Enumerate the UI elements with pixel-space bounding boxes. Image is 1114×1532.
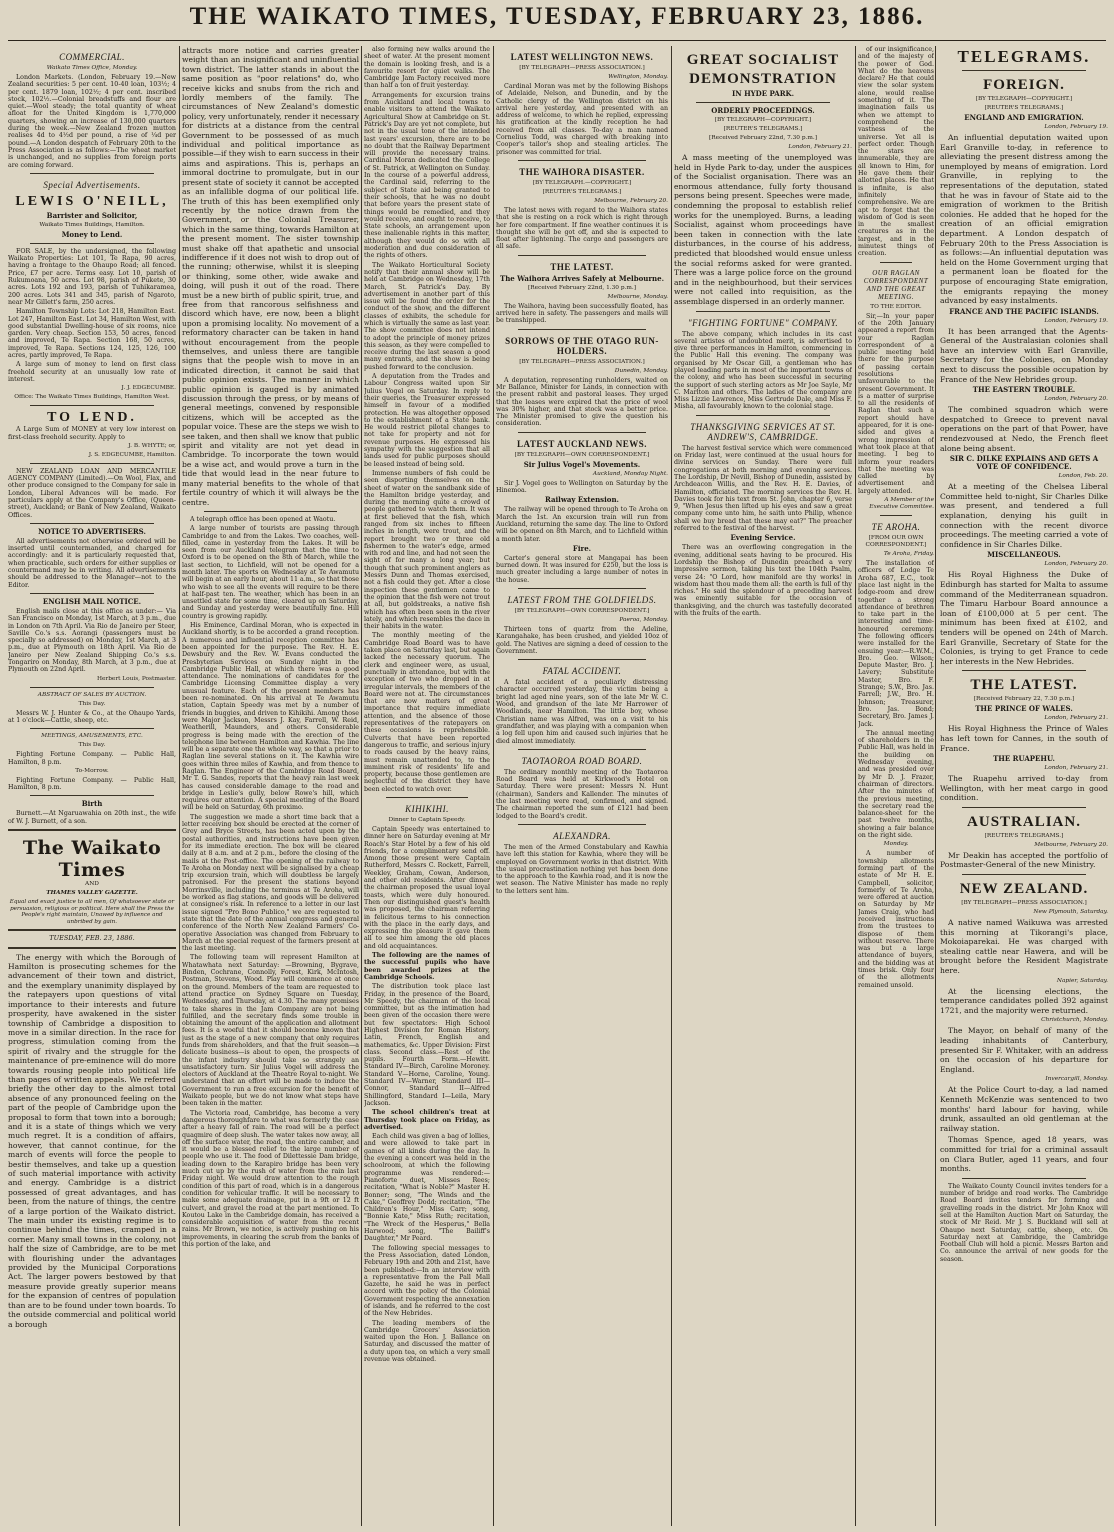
issue-date: TUESDAY, FEB. 23, 1886. bbox=[49, 934, 135, 943]
divider bbox=[880, 515, 912, 516]
eastern-heading: THE EASTERN TROUBLE. bbox=[972, 385, 1076, 395]
divider bbox=[962, 1178, 1086, 1179]
nz-text-1: A native named Waikuwa was arrested this morning at Tikorangi's place, Mokoiaparekai. He was charged with stealing cattle near Hawera, and will be brought before the Resident Magistrate here. bbox=[940, 918, 1108, 976]
monday-text: A number of township allotments forming part of the estate of Mr H. E. Campbell, solicitor, formerly of Te Aroha, were offered at auction on Saturday by Mr James Craig, who had received instructions from the trustees to dispose of them without reserve. There was but a large attendance of buyers, and the bidding was at times brisk. Only four of the allotments remained unsold. bbox=[858, 850, 934, 989]
fire-heading: Fire. bbox=[572, 543, 592, 553]
news-items-e: Immense numbers of fish could be seen disporting themselves on the sheet of water on the sandbank side of the Hamilton bridge yesterday, and during the morning quite a crowd of people gathered to watch them. It was at first believed that the fish, which ranged from six inches to fifteen inches in length, were trout, and the report brought two or three old fishermen to the water's edge, armed with rod and line, and had not seen the sight of for many a long year; but though that such prominent anglers as Messrs Dunn and Thomas exercised, not a fish could they get. After a close inspection these gentlemen came to the opinion that the fish were not trout at all, but goldstreaks, a native fish which has often been seen in the river lately, and which resembles the dace in their habits in the water. bbox=[364, 469, 490, 631]
auckland-sub: [BY TELEGRAPH—OWN CORRESPONDENT.] bbox=[514, 451, 650, 458]
nz-date-4: Invercargill, Monday. bbox=[1045, 1076, 1108, 1083]
oneill-title: Barrister and Solicitor, bbox=[46, 210, 138, 220]
demonstration-sub-2: [BY TELEGRAPH—COPYRIGHT.] bbox=[714, 117, 812, 123]
demonstration-sub: ORDERLY PROCEEDINGS. bbox=[711, 106, 815, 115]
commercial-heading: COMMERCIAL. bbox=[59, 52, 125, 62]
divider bbox=[696, 102, 830, 103]
divider bbox=[204, 511, 337, 512]
mail-signature: Herbert Louis, Postmaster. bbox=[96, 675, 176, 682]
grocers-text: The leading members of the Cambridge Grocers' Association waited upon the Hon. J. Ballance on Saturday, and discussed the matter of a duty upon tea, on which a very small revenue was obtained. bbox=[364, 1319, 490, 1364]
meetings-text-1: Fighting Fortune Company. — Public Hall, Hamilton, 8 p.m. bbox=[8, 751, 176, 766]
misc-text: His Royal Highness the Duke of Edinburgh has started for Malta to assume command of the Mediterranean squadron. The Timaru Harbour Board announce a loan of £100,000 at 5 per cent. The minimum has been fixed at £102, and tenders will be opened on 24th of March. Earl Granville, Secretary of State for the Colonies, is trying to get France to cede her interests in the New Hebrides. bbox=[940, 570, 1108, 666]
treat-heading: The school children's treat at Thursday took place on Friday, as advertised. bbox=[364, 1109, 490, 1131]
railway-heading: Railway Extension. bbox=[545, 495, 619, 505]
divider bbox=[30, 795, 154, 796]
divider bbox=[30, 523, 154, 524]
prizes-text: The distribution took place last Friday, in the presence of the Board, Mr Speedy, the chairman of the local committee, but as the intimation had been given of the occasion there were but few spectators: High School Highest Division for Roman History, Latin, French, English and mathematics, &c. Upper Division: First class. Second class.—Rest of the pupils. Fourth Form.—Hewitt. Standard IV—Birch, Caroline Moroney. Standard V—Horne, Caroline, Young. Standard IV—Warner, Standard III—Connor, Standard II—Alfred Shillingford, Standard I—Leila, Mary Jackson. bbox=[364, 983, 490, 1107]
france-text: It has been arranged that the Agents-General of the Australasian colonies shall have an interview with Earl Granville, Secretary for the Colonies, on Monday next to discuss the possible occupation by France of the New Hebrides group. bbox=[940, 326, 1108, 384]
divider bbox=[518, 160, 646, 161]
divider bbox=[518, 255, 646, 256]
prince-text: His Royal Highness the Prince of Wales has left town for Cannes, in the south of France. bbox=[940, 724, 1108, 753]
goldfields-text: Thirteen tons of quartz from the Adeline, Karangahake, has been crushed, and yielded 10oz of gold. The Natives are signing a deed of cession to the Government. bbox=[496, 625, 668, 655]
divider bbox=[696, 311, 830, 312]
nz-date-3: Christchurch, Monday. bbox=[1041, 1017, 1108, 1024]
prince-date: London, February 21. bbox=[1044, 715, 1108, 722]
otago-date: Dunedin, Monday. bbox=[614, 367, 668, 374]
raglan-text: Sir,—In your paper of the 20th January appeared a report from your Raglan correspondent of a public meeting held there for the purpose of passing certain resolutions unfavourable to the present Government. It is a matter of surprise to all the residents of Raglan that such a report should have appeared, for it is one-sided and gives a wrong impression of what took place at that meeting. I beg to inform your readers that the meeting was called by advertisement and largely attended. bbox=[858, 312, 934, 495]
paper-nameplate: The Waikato Times bbox=[22, 837, 162, 881]
for-sale-note: A large sum of money to lend on first class freehold security at an unusually low rate of interest. bbox=[8, 361, 176, 383]
demonstration-text: A mass meeting of the unemployed was held in Hyde Park to-day, under the auspices of the Socialist organisation. There was an enormous attendance, fully forty thousand persons being present. Speeches were made, condemning the proposal to establish relief works for the unemployed. Burns, a leading Socialist, against whom proceedings have been taken in connection with the late disturbances, in the course of his address, predicted that bloodshed would ensue unless the social reforms asked for were granted. There was a large police force on the ground and in the neighbourhood, but their services were not called into requisition, as the assemblage dispersed in an orderly manner. bbox=[674, 153, 852, 306]
special-ads-heading: Special Advertisements. bbox=[43, 179, 141, 190]
monday-heading: Monday. bbox=[883, 841, 909, 848]
divider bbox=[30, 173, 154, 174]
column-separator bbox=[935, 46, 936, 1526]
divider bbox=[962, 807, 1086, 808]
new-zealand-heading: NEW ZEALAND. bbox=[959, 881, 1089, 898]
nz-loan-text: NEW ZEALAND LOAN AND MERCANTILE AGENCY COMPANY (Limited).—On Wool, Flax, and other produce consigned to the Company for sale in London, Liberal Advances will be made. For particulars apply at the Company's Office, (Queen-street), Auckland; or Bank of New Zealand, Waikato Offices. bbox=[8, 467, 176, 519]
eastern-date: London, February 20. bbox=[1044, 396, 1108, 403]
divider bbox=[962, 670, 1086, 671]
mail-text: English mails close at this office as under:— Via San Francisco on Monday, 1st March, at 3 p.m., due in London on 7th April. Via Rio de Janeiro per Steer, Saville Co.'s s.s. Aorangi (passengers must be specially so addressed) on Monday, 1st March, at 3 p.m., due at Plymouth on 18th April. Via Rio de Janeiro per New Zealand Shipping Co.'s s.s. Tongariro on Monday, 8th March, at 3 p.m., due at Plymouth on 22nd April. bbox=[8, 607, 176, 674]
meetings-heading: MEETINGS, AMUSEMENTS, ETC. bbox=[41, 733, 143, 740]
raglan-to-editor: TO THE EDITOR. bbox=[870, 303, 922, 310]
masthead bbox=[0, 0, 1114, 40]
masthead-rule bbox=[8, 40, 1106, 41]
divider bbox=[518, 588, 646, 589]
meetings-day: This Day. bbox=[78, 742, 106, 749]
dilke-text: At a meeting of the Chelsea Liberal Committee held to-night, Sir Charles Dilke was present, and tendered a full explanation, denying his guilt in connection with the recent divorce proceedings. The meeting carried a vote of confidence in Sir Charles Dilke. bbox=[940, 482, 1108, 549]
to-lend-text: A Large Sum of MONEY at very low interest on first-class freehold security. Apply to bbox=[8, 426, 176, 441]
thanksgiving-text: The harvest festival service which were commenced on Friday last, were continued at the usual hours for divine services on Sunday. There were full congregations at both morning and evening services. The Lordship, Dr Nevill, Bishop of Dunedin, assisted by Archdeacon Willis, and the Rev. H. E. Davies, of Hamilton, officiated. The morning services the Rev. H. Davies took for his text from St. John, chapter 6, verse 9, "When Jesus then lifted up his eyes and saw a great company come unto him, he saith unto Philip, whence shall we buy bread that these may eat?" The preacher referred to the festival of the harvest. bbox=[674, 444, 852, 533]
nz-text-2: At the licensing elections, the temperance candidates polled 392 against 1721, and the majority were returned. bbox=[940, 986, 1108, 1015]
divider bbox=[30, 593, 154, 594]
latest-heading: THE LATEST. bbox=[550, 261, 614, 272]
fatal-text: A fatal accident of a peculiarly distressing character occurred yesterday, the victim being a bright lad aged nine years, son of the late Mr W. C. Wood, and grandson of the late Mr Harrower of Woodlands, near Hamilton. The little boy, whose Christian name was Alfred, was on a visit to his grandfather, and was playing with a companion when a log fell upon him and caused such injuries that he died almost immediately. bbox=[496, 679, 668, 745]
te-aroha-date: Te Aroha, Friday. bbox=[883, 551, 934, 558]
foreign-credit: [REUTER'S TELEGRAMS.] bbox=[984, 105, 1064, 111]
australian-heading: AUSTRALIAN. bbox=[967, 813, 1081, 830]
for-sale-text: FOR SALE, by the undersigned, the following Waikato Properties: Lot 101, Te Rapa, 90 acres, having a frontage to the Ohaupo Road; all fenced. Price, £7 per acre. Terms easy. Lot 10, parish of Rukumoana, 50 acres. Lot 98, parish of Pukete, 30 acres. Lots 192 and 193, parish of Tuhikaramea, 200 acres. Lots 341 and 345, parish of Ngaroto, near Mr Gillett's farm, 250 acres. bbox=[8, 247, 176, 306]
to-lend-heading: TO LEND. bbox=[47, 410, 137, 426]
treat-text: Each child was given a bag of lollies, and were allowed to take part in games of all kinds during the day. In the evening a concert was held in the schoolroom, at which the following programme was rendered:— Pianoforte duet, Misses Rees; recitation, "What is Noble?" Master H. Bonner; song, "The Winds and the Cake," Geoffrey Dodd; recitation, "The Children's Hour," Miss Carr; song, "Bonnie Kate," Miss Ruth; recitation, "The Wreck of the Hesperus," Bella Harwood; song, "The Bailiff's Daughter," Mr Peard. bbox=[364, 1133, 490, 1243]
abstract-day: This Day. bbox=[78, 700, 106, 707]
divider bbox=[962, 70, 1086, 71]
column-separator bbox=[855, 46, 856, 1526]
prizes-heading: The following are the names of the successful pupils who have been awarded prizes at the Cambridge Schools. bbox=[364, 952, 490, 981]
column-separator bbox=[361, 46, 362, 1526]
news-items-d: The suggestion we made a short time back that a letter receiving box should be erected at the corner of Grey and Bryce Streets, has been acted upon by the postal authorities, and instructions have been given for its immediate erection. The box will be cleared daily at 8 a.m. and at 2 p.m., before the closing of the mails at the Post-office. The opening of the railway to Te Aroha on Monday next will be signalised by a cheap trip excursion train, which will doubtless be largely patronised. For the present the stations beyond Morrinsville, including the terminus at Te Aroha, will be worked as flag stations, and goods will be delivered at consignee's risk. In reference to a letter in our last issue signed "Pro Bono Publico," we are requested to state that the date of the annual congress and general conference of the North New Zealand Farmers' Co-operative Association was changed from February to March at the special request of the farmers present at the last meeting. bbox=[182, 813, 359, 953]
column-5 bbox=[674, 46, 852, 1526]
emigration-date: London, February 19. bbox=[1044, 124, 1108, 130]
wellington-date: Wellington, Monday. bbox=[608, 74, 668, 80]
paper-subtitle: THAMES VALLEY GAZETTE. bbox=[46, 890, 138, 896]
demonstration-credit: [REUTER'S TELEGRAMS.] bbox=[723, 126, 803, 132]
meetings-text-2: Fighting Fortune Company. — Public Hall, Hamilton, 8 p.m. bbox=[8, 776, 176, 792]
news-items-c: The Waikato Horticultural Society notify that their annual show will be held at Cambridge on Wednesday, 17th March, St. Patrick's Day. By advertisement in another part of this issue will be found the order for the conduct of the show, and the different classes of exhibits, the schedule for which is virtually the same as last year. The show committee does not intend to adopt the principle of money prizes this season, as they were compelled to receive during the last season a good many entrants, and the show is being pushed forward to the conclusion. bbox=[364, 261, 490, 371]
news-items-e: The following team will represent Hamilton at Whatawhata next Saturday: —Browning, Bygrave, Binden, Cochrane, Connolly, Forest, Kirk, McIntosh, Postman, Stevens, Wood. Play will commence at once on the ground. Members of the team are requested to attend practice on Sydney Square on Tuesday, Wednesday, and Thursday, at 4.30. The many promises to take shares in the Jam Company are not being fulfilled, and the secretary finds some trouble in obtaining the amount of the application and allotment fees. It is a woeful that it should become known that just as the stage of a new company that only requires funds from shareholders, and that the fruit season—a delicate business—is about to open, the prospects of the infant industry should take so strangely an unsatisfactory turn. Sir Julius Vogel will address the electors of Auckland at the Theatre Royal to-night. We understand that an effort will be made to induce the Government to run a free excursion for the benefit of Waikato people, but we do not know what steps have been taken in the matter. bbox=[182, 954, 359, 1108]
raglan-heading: OUR RAGLAN CORRESPONDENT AND THE GREAT MEETING. bbox=[863, 268, 929, 301]
ruapehu-heading: THE RUAPEHU. bbox=[993, 754, 1055, 764]
goldfields-heading: LATEST FROM THE GOLDFIELDS. bbox=[507, 594, 657, 605]
wellington-heading: LATEST WELLINGTON NEWS. bbox=[510, 52, 654, 62]
abstract-heading: ABSTRACT OF SALES BY AUCTION. bbox=[37, 691, 147, 698]
meetings-tomorrow: To-Morrow. bbox=[75, 767, 109, 774]
leader-text: The energy with which the Borough of Hamilton is prosecuting schemes for the advancement of their town and district, and the exemplary unanimity displayed by the ratepayers upon questions of vital importance to their interests and future prosperity, have awakened in the sister township of Cambridge a disposition to move in a similar direction. In the race for progress, stimulation coming from the spirit of rivalry and the struggle for the maintenance of pre-eminence will do more towards rousing people into political life than pages of written appeals. We referred briefly the other day to the almost total absence of any pronounced feeling on the part of the people of Cambridge upon the proposal to form that town into a borough; and it is a state of things which we very much regret. It is a condition of affairs, however, that cannot continue, for the march of events will force the people to bestir themselves, and take up a question of such material importance with activity and energy. Cambridge is a district possessed of great advantages, and has been, from the nature of things, the centre of a large portion of the Waikato district. The main under its existing regime is to continue behind the times, cramped in a corner. Many small towns in the colony, not half the size of Cambridge, are to be met with flourishing under the advantages provided by the Municipal Corporations Act. The larger powers bestowed by that measure provide greatly superior means for the expansion of centres of population than are to be found under town boards. To the outside commercial and political world a borough bbox=[8, 952, 176, 1329]
kihikihi-heading: KIHIKIHI. bbox=[405, 803, 449, 814]
otago-sub: [BY TELEGRAPH—PRESS ASSOCIATION.] bbox=[519, 358, 645, 365]
latest-date: Melbourne, Monday. bbox=[607, 293, 668, 300]
france-heading: FRANCE AND THE PACIFIC ISLANDS. bbox=[949, 306, 1099, 316]
divider bbox=[962, 874, 1086, 875]
divider bbox=[30, 243, 154, 244]
commercial-subheading: Waikato Times Office, Monday. bbox=[46, 65, 138, 71]
dilke-heading: SIR C. DILKE EXPLAINS AND GETS A VOTE OF CONFIDENCE. bbox=[949, 454, 1099, 472]
wellington-sub: [BY TELEGRAPH—PRESS ASSOCIATION.] bbox=[519, 65, 645, 71]
oneill-name: LEWIS O'NEILL, bbox=[15, 193, 169, 209]
news-items-f: The monthly meeting of the Cambridge Road Board was to have taken place on Saturday last, but again lacked the necessary quorum. The clerk and engineer were, as usual, punctually in attendance, but with the exception of two who dropped in at irregular intervals, the members of the Board were not at. The circumstances that are now matters of great importance that require immediate attention, and the absence of those representatives of the ratepayers on these occasions is reprehensible. Culverts that have been reported dangerous to traffic, and serious injury to roads caused by the heavy rains, must remain unattended to, to the imminent risk of residents' life and property, because those gentlemen are neglectful of the district they have been elected to watch over. bbox=[364, 632, 490, 793]
eastern-text: The combined squadron which were despatched to Greece to prevent naval operations on the part of that Power, have rendezvoused at Nedo, the French fleet alone being absent. bbox=[940, 405, 1108, 453]
waihora-text: The latest news with regard to the Waihora states that she is resting on a rock which is right through her fore compartment. If fine weather continues it is thought she will be got off, and she is expected to float after lightening. The cargo and passengers are all safe. bbox=[496, 206, 668, 251]
auckland-heading: LATEST AUCKLAND NEWS. bbox=[517, 438, 647, 449]
demonstration-heading-3: IN HYDE PARK. bbox=[731, 89, 795, 98]
latest-sub: The Waihora Arrives Safely at Melbourne. bbox=[499, 273, 665, 283]
thanksgiving-heading: THANKSGIVING SERVICES AT ST. ANDREW'S, CAMBRIDGE. bbox=[690, 421, 836, 442]
alexandra-text: The men of the Armed Constabulary and Kawhia have left this station for Kawhia, where they will be employed on Government works in that district. With the usual procrastination nothing yet has been done to the approach to the Kawhia road, and it is now the wet season. The Native Minister has made no reply to the letters sent him. bbox=[496, 843, 668, 895]
divider bbox=[386, 797, 468, 798]
railway-text: The railway will be opened through to Te Aroha on March the 1st. An excursion train will run from Auckland, returning the same day. The line to Oxford will be opened on 8th March, and to Lichfield within a month later. bbox=[496, 506, 668, 543]
nz-date-2: Napier, Saturday. bbox=[1056, 977, 1108, 984]
for-sale-office: Office: The Waikato Times Buildings, Hamilton West. bbox=[14, 394, 170, 401]
column-2 bbox=[182, 46, 359, 1526]
dilke-date: London, Feb. 20. bbox=[1058, 473, 1108, 480]
the-latest-heading: THE LATEST. bbox=[970, 677, 1078, 694]
notice-text: All advertisements not otherwise ordered will be inserted until countermanded, and charged for accordingly: and it is particularly requested that, when practicable, such orders for either supplies or countermand may be in writing. All advertisements should be addressed to the Manager—not to the Editor. bbox=[8, 537, 176, 589]
vogel-text: The following special messages to the Press Association, dated London, February 19th and 20th and 21st, have been published:—In an interview with a representative from the Pall Mall Gazette, he said he was in perfect accord with the policy of the Colonial Government respecting the annexation of islands, and he referred to the cost of the New Hebrides. bbox=[364, 1244, 490, 1318]
for-sale-signature: J. J. EDGECUMBE. bbox=[121, 385, 176, 392]
divider bbox=[8, 929, 176, 931]
evening-service-text: There was an overflowing congregation in the evening, additional seats having to be procured. His Lordship the Bishop of Dunedin preached a very impressive sermon, taking his text the 104th Psalm, verse 24: "O Lord, how manifold are thy works! in wisdom hast thou made them all: the earth is full of thy riches." He said the splendour of a preceding harvest was eminently suitable for the occasion of thanksgiving, and the church was tastefully decorated with the fruits of the earth. bbox=[674, 544, 852, 617]
te-aroha-heading: TE AROHA. bbox=[871, 522, 921, 533]
column-7 bbox=[940, 46, 1108, 1526]
waihora-credit: [REUTER'S TELEGRAMS.] bbox=[542, 188, 622, 195]
alexandra-heading: ALEXANDRA. bbox=[553, 830, 611, 841]
fire-text: Carter's general store at Mangapai has been burned down. It was insured for £250, but the loss is much greater including a large number of notes in the house. bbox=[496, 554, 668, 584]
misc-date: London, February 20. bbox=[1044, 561, 1108, 568]
te-aroha-sub: [FROM OUR OWN CORRESPONDENT.] bbox=[865, 535, 927, 549]
column-separator bbox=[671, 46, 672, 1526]
ads-text: The Waikato County Council invites tenders for a number of bridge and road works. The Cambridge Road Board invites tenders for forming and gravelling roads in the district. Mr John Knox will sell at the Hamilton Auction Mart on Saturday, the stock of Mr Reid. Mr J. S. Buckland will sell at Ohaupo next Saturday, cattle, sheep, etc. On Saturday next at Cambridge, the Cambridge Football Club will hold a picnic. Messrs Barton and Co. announce the arrival of new goods for the season. bbox=[940, 1182, 1108, 1263]
column-4 bbox=[496, 46, 668, 1526]
column-6 bbox=[858, 46, 934, 1526]
kihikihi-subheading: Dinner to Captain Speedy. bbox=[388, 816, 466, 823]
foreign-heading: FOREIGN. bbox=[983, 77, 1065, 93]
divider bbox=[518, 432, 646, 433]
township-text: Hamilton Township Lots: Lot 218, Hamilton East. Lot 247, Hamilton East. Lot 34, Hamilton West, with good substantial Dwelling-house of six rooms, nice garden. Very cheap. Section 153, 50 acres, fenced and improved, Te Rapa. Section 168, 50 acres, improved, Te Rapa. Sections 124, 125, 126, 100 acres, partly improved, Te Rapa. bbox=[8, 308, 176, 360]
goldfields-sub: [BY TELEGRAPH—OWN CORRESPONDENT.] bbox=[514, 607, 650, 614]
divider bbox=[8, 829, 176, 831]
misc-heading: MISCELLANEOUS. bbox=[987, 550, 1061, 560]
nz-text-3: The Mayor, on behalf of many of the leading inhabitants of Canterbury, presented Sir F. Whitaker, with an address on the occasion of his departure for England. bbox=[940, 1026, 1108, 1074]
te-aroha-text: The installation of officers of Lodge Te Aroha 687, E.C., took place last night in the lodge-room and drew together a strong attendance of brethren to take part in the interesting and time-honoured ceremony. The following officers were installed for the ensuing year:—R.W.M., Bro. Geo. Wilson; Depute Master, Bro. J. Lavery; Substitute Master, Bro. F. Strange; S.W., Bro. Jas. Farrell; J.W., Bro. H. Johnson; Treasurer, Bro. Jas. Bond; Secretary, Bro. James J. Jack. bbox=[858, 560, 934, 728]
emigration-text: An influential deputation waited upon Earl Granville to-day, in reference to alleviating the present distress among the unemployed by means of emigration. Lord Granville, in replying to the representations of the deputation, stated that he was in favour of State aid to the emigration of workmen to the British colonies. He added that he hoped for the creation of an official emigration department. A London despatch of February 20th to the Press Association is as follows:—An influential deputation was held on the Home Government urging that a permanent loan be floated for the purpose of encouraging State emigration, the emigrants repaying the money advanced by easy instalments. bbox=[940, 133, 1108, 306]
australian-text: Mr Deakin has accepted the portfolio of Postmaster-General of the new Ministry. bbox=[940, 850, 1108, 870]
oneill-address: Waikato Times Buildings, Hamilton. bbox=[39, 221, 145, 228]
goldfields-date: Paeroa, Monday. bbox=[619, 616, 668, 623]
to-lend-sig-2: J. S. EDGECUMBE, Hamilton. bbox=[88, 451, 176, 458]
nz-text-4: At the Police Court to-day, a lad named Kenneth McKenzie was sentenced to two months' hard labour for having, while drunk, assaulted an old gentleman at the railway station. bbox=[940, 1085, 1108, 1133]
paper-motto: Equal and exact justice to all men, Of whatsoever state or persuasion, religious or political. Here shall the Press the People's right maintain, Unawed by influence and unbribed by gain. bbox=[9, 899, 175, 925]
taotaoroa-text: The ordinary monthly meeting of the Taotaoroa Road Board was held at Kirkwood's Hotel on Saturday. There were present: Messrs N. Hunt (chairman), Sanders and Kallender. The minutes of the last meeting were read, confirmed, and signed. The chairman reported the sum of £121 had been lodged to the Board's credit. bbox=[496, 768, 668, 820]
divider bbox=[518, 824, 646, 825]
news-items-b: Arrangements for excursion trains from Auckland and local towns to enable visitors to attend the Waikato Agricultural Show at Cambridge on St. Patrick's Day are yet not complete, but not in the usual tone of the intended last years' excursion, there are to be no doubt that the Railway Department will provide the necessary trains. Cardinal Moran dedicated the College of St. Patrick, at Wellington on Sunday. In the course of a powerful address, the Cardinal said, referring to the subject of State aid being granted to their schools, that he was no doubt that before years the present state of things would be remedied, and they would receive, and ought to receive, to State schools, an arrangement upon these inalienable rights in this matter, although they would do so with all moderation and due consideration of the rights of others. bbox=[364, 91, 490, 260]
waihora-heading: THE WAIHORA DISASTER. bbox=[519, 166, 645, 177]
ruapehu-text: The Ruapehu arrived to-day from Wellington, with her meat cargo in good condition. bbox=[940, 774, 1108, 803]
nz-date-1: New Plymouth, Saturday. bbox=[1033, 909, 1108, 916]
birth-heading: Birth bbox=[81, 799, 103, 809]
otago-heading: SORROWS OF THE OTAGO RUN-HOLDERS. bbox=[505, 335, 659, 356]
divider bbox=[696, 415, 830, 416]
divider bbox=[518, 329, 646, 330]
news-items-f: The Victoria road, Cambridge, has become a very dangerous thoroughfare to what was formerly the case after a heavy fall of rain. The road will be a perfect quagmire of deep slush. The water takes now away, all off the surface water, the road, the entire camber, and it would be a blessed relief to the large number of people who use it. The food of Dilettessie Dam bridge, leading down to the Karapiro bridge has been very much cut up by the rush of water from the rain last Friday night. We would draw attention to the rough condition of this part of road, which is in a dangerous condition for vehicular traffic. It will be necessary to make some adequate drainage, put in a 9ft or 12 ft culvert, and gravel the road at the part mentioned. To Koutou Lake in the Cambridge domain, has received a considerable acquisition of water from the recent rains. Mr Brown, we notice, is actively pushing on his improvements, in clearing the scrub from the banks of this portion of the lake, and bbox=[182, 1109, 359, 1248]
prince-heading: THE PRINCE OF WALES. bbox=[975, 704, 1073, 714]
commercial-text: London Markets. (London, February 19.—New Zealand securities: 5 per cent. 10-40 loan, 103½; 4 per cent. 1879 loan, 102½; 4 per cent. inscribed stock, 102½.—Colonial breadstuffs and flour are quiet.—Wool steady; the total quantity of wheat afloat for the United Kingdom is 1,770,000 quarters, showing an increase of 130,000 quarters during the week.—New Zealand frozen mutton realises 4d to 4½d per pound, a rise of ¼d per pound.—A London despatch of February 20th to the Press Association is as follows:—The wheat market is unchanged, and no supplies from foreign ports are coming forward. bbox=[8, 74, 176, 169]
demonstration-received: [Received February 22nd, 7.30 p.m.] bbox=[709, 135, 817, 141]
leader-continued: attracts more notice and carries greater weight than an insignificant and uninfluential town district. The latter stands in about the same position as "poor relations" do, who receive kicks and snubs from the rich and lordly members of the family. The circumstances of New Zealand's domestic policy, very unfortunately, render it necessary for districts at a distance from the central Government to be possessed of as much individual and political importance as possible—if they wish to earn success in their aims and aspirations. This is, perhaps an immoral doctrine to promulgate, but in our present state of society it cannot be accepted as an infallible dogma of our political life. The truth of this has been exemplified only recently by the notice drawn from the Government, or the Colonial Treasurer, which in the same thing, towards Hamilton at the present moment. The sister township must shake off that apathetic and unsocial indifference if it does not wish to drop out of the running; otherwise, whilst it is sleeping or thinking, some other, wide awake and doing, will push it out of the road. There must be a new birth of public spirit, true, and free from that rancorous selfishness and discord which have, ere now, been a blight upon a promising locality. No movement of a reformatory character can be taken in hand without encouragement from the people themselves, and unless there are tangible signs that the people wish to move in an indicated direction, it cannot be said that public opinion exists. The manner in which public opinion is gauged is by animated discussion through the press, or by means of general meetings, convened by responsible citizens, which will be accepted as the popular voice. These are the steps we wish to see taken, and then shall we know that public spirit and vitality are not yet dead in Cambridge. To incorporate the town would be a wise act, and would prove a turn in the tide that would lead in the near future to many material benefits to the whole of that fertile country of which it will always be the centre. bbox=[182, 46, 359, 507]
emigration-heading: ENGLAND AND EMIGRATION. bbox=[964, 113, 1084, 122]
auckland-date: Auckland, Monday Night. bbox=[592, 470, 668, 477]
masthead-title: THE WAIKATO TIMES, TUESDAY, FEBRUARY 23, 1886. bbox=[189, 3, 925, 30]
demonstration-heading-1: GREAT SOCIALIST bbox=[686, 52, 840, 68]
divider bbox=[30, 728, 154, 729]
divider bbox=[30, 463, 154, 464]
kihikihi-text: Captain Speedy was entertained to dinner here on Saturday evening at Mr Roach's Star Hotel by a few of his old friends, for a complimentary send off. Among those present were Captain Rutherford, Messrs C. Rockett, Farrell, Weekley, Graham, Cowan, Anderson, and other old residents. After dinner the chairman proposed the usual loyal toasts, which were duly honoured. Then our distinguished guest's health was proposed, the chairman referring in felicitous terms to his connection with the place in the early days, and expressing the pleasure it gave them all to see him among the old places and old acquaintances. bbox=[364, 825, 490, 950]
divider bbox=[518, 749, 646, 750]
wellington-text: Cardinal Moran was met by the following Bishops of Adelaide, Nelson, and Dunedin, and by the Catholic clergy of the Wellington district on his arrival here yesterday, and presented with an address of welcome, to which he replied, expressing his gratification at the kindly reception he had received from all classes. To-day a man named Cornelius Todd, was charged with breaking into Cooper's tailor's shop and stealing articles. The prisoner was committed for trial. bbox=[496, 83, 668, 156]
divider bbox=[8, 947, 176, 949]
column-1 bbox=[8, 46, 176, 1526]
divider bbox=[880, 262, 912, 263]
latest-text: The Waihora, having been successfully floated, has arrived here in safety. The passengers and mails will be transhipped. bbox=[496, 302, 668, 325]
australian-date: Melbourne, February 20. bbox=[1034, 841, 1108, 848]
otago-text: A deputation, representing runholders, waited on Mr Ballance, Minister for Lands, in connection with the present rabbit and pastoral leases. They urged that the leases were expired that the price of wool was 30% higher, and that stock was a better price. The Minister promised to give the question his consideration. bbox=[496, 376, 668, 428]
telegrams-heading: TELEGRAMS. bbox=[957, 47, 1091, 66]
te-aroha-text-2: The annual meeting of shareholders in the Public Hall, was held in the building on Wednesday evening, and was presided over by Mr D. J. Frazer, chairman of directors. After the minutes of the previous meeting, the secretary read the balance-sheet for the past twelve months, showing a fair balance on the right side. bbox=[858, 729, 934, 840]
column-separator bbox=[493, 46, 494, 1526]
divider bbox=[30, 405, 154, 406]
abstract-text: Messrs W. J. Hunter & Co., at the Ohaupo Yards, at 1 o'clock—Cattle, sheep, etc. bbox=[8, 709, 176, 724]
demonstration-date: London, February 21. bbox=[788, 144, 852, 150]
latest-credit: [Received February 22nd, 1.30 p.m.] bbox=[528, 284, 636, 291]
birth-text: Burnett.—At Ngaruawahia on 20th inst., the wife of W. J. Burnett, of a son. bbox=[8, 810, 176, 825]
ruapehu-date: London, February 21. bbox=[1044, 765, 1108, 772]
news-items-d: A deputation from the Trades and Labour Congress waited upon Sir Julius Vogel on Saturday. In reply to their queries, the Treasurer expressed himself in favour of a modified protection. He was altogether opposed to the establishment of a State bank. He would restrict pilotal changes to not take for property and not for revenue purposes. He expressed his sympathy with the suggestion that all lands used for public purposes should be leased instead of being sold. bbox=[364, 373, 490, 468]
sermon-continued: of our insignificance, and of the majesty of the power of God. What do the heavens declare? He that could view the solar system alone, would realise something of it. The imagination fails us when we attempt to comprehend the vastness of the universe. Yet all is perfect order. Though the stars are innumerable, they are all known to Him, for He gave them their allotted places. He that is infinite, is also infinitely comprehensive. We are apt to forget that the wisdom of God is seen in the smallest creatures as in the largest, and in the minutest things of creation. bbox=[858, 46, 934, 258]
fatal-heading: FATAL ACCIDENT. bbox=[542, 666, 622, 677]
column-3 bbox=[364, 46, 490, 1526]
australian-credit: [REUTER'S TELEGRAMS.] bbox=[984, 832, 1064, 839]
fighting-fortune-heading: "FIGHTING FORTUNE" COMPANY. bbox=[687, 317, 839, 328]
demonstration-heading-2: DEMONSTRATION bbox=[689, 71, 837, 87]
paper-and: AND bbox=[85, 881, 99, 887]
waihora-date: Melbourne, February 20. bbox=[594, 197, 668, 204]
evening-service-heading: Evening Service. bbox=[730, 533, 796, 543]
auckland-sub-2: Sir Julius Vogel's Movements. bbox=[523, 459, 641, 469]
france-date: London, February 19. bbox=[1044, 317, 1108, 324]
notice-heading: NOTICE TO ADVERTISERS. bbox=[38, 526, 146, 536]
mail-heading: ENGLISH MAIL NOTICE. bbox=[42, 596, 142, 606]
divider bbox=[30, 687, 154, 688]
news-items-a: also forming new walks around the sheet of water. At the present moment the domain is looking fresh, and is a favourite resort for quiet walks. The Cambridge Jam Factory received more than half a ton of fruit yesterday. bbox=[364, 46, 490, 90]
money-heading: Money to Lend. bbox=[61, 229, 123, 239]
new-zealand-sub: [BY TELEGRAPH—PRESS ASSOCIATION.] bbox=[961, 900, 1087, 907]
column-separator bbox=[179, 46, 180, 1526]
waihora-sub: [BY TELEGRAPH.—COPYRIGHT.] bbox=[532, 179, 632, 186]
foreign-sub: [BY TELEGRAPH—COPYRIGHT.] bbox=[975, 96, 1073, 102]
news-items-b: A large number of tourists are passing through Cambridge to and from the Lakes. Two coaches, well-filled, came in yesterday from the Lakes. It will be seen from our Auckland telegram that the time to Oxford is to be opened on the 8th of March, while the last section, to Lichfield, will not be opened for a month later. The sports on Wednesday at Te Awamutu will begin at an early hour, about 11 a.m., so that those who wish to see all the events will require to be there at half-past ten. The weather, which has been in an unsettled state for some time, cleared up on Saturday, and Sunday and yesterday were beautifully fine. Hill country is growing rapidly. bbox=[182, 525, 359, 620]
news-items-c: His Eminence, Cardinal Moran, who is expected in Auckland shortly, is to be accorded a grand reception. A numerous and influential reception committee has been appointed for the purpose. The Rev. H. E. Dewsbury and the Rev. W. Evans conducted the Presbyterian Services on Sunday night in the Cambridge Public Hall, at which there was a good attendance. The nominations of candidates for the Cambridge Licensing Committee display a very unusual feature. Each of the present members has been re-nominated. On his arrival at Te Awamutu station, Captain Speedy was met by a number of friends in buggies, and driven to Kihikihi. Among those were Major Jackson, Messrs J. Kay, Farrell, W. Reid, Weatherill, Maunders, and others. Considerable progress is being made with the erection of the telephone line between Hamilton and Kawhia. The line will be a separate one the whole way, so that a prior to Raglan line several stations on it. The Kawhia wire goes within three miles of Kawhia, and from thence to Raglan. The Engineer of the Cambridge Road Board, Mr T. G. Sandes, reports that the heavy rain last week has caused considerable damage to the road and bridge in Leslie's gully, below Rowe's hill, which requires our attention. A special meeting of the Board will be held on Saturday, 6th proximo. bbox=[182, 622, 359, 812]
auckland-text: Sir J. Vogel goes to Wellington on Saturday by the Hinemoa. bbox=[496, 479, 668, 495]
the-latest-received: [Received February 22, 7.30 p.m.] bbox=[973, 696, 1075, 703]
nz-text-5: Thomas Spence, aged 18 years, was committed for trial for a criminal assault on Clara Butler, aged 11 years, and four months. bbox=[940, 1135, 1108, 1174]
raglan-signature: A Member of the Executive Committee. bbox=[869, 497, 934, 511]
telegraph-note: A telegraph office has been opened at Waotu. bbox=[190, 515, 336, 523]
taotaoroa-heading: TAOTAOROA ROAD BOARD. bbox=[521, 755, 643, 766]
divider bbox=[518, 659, 646, 660]
to-lend-sig-1: J. B. WHYTE; or, bbox=[128, 442, 176, 449]
fighting-fortune-text: The above company, which includes in its cast several artistes of undoubted merit, is advertised to give three performances in Hamilton, commencing in the Public Hall this evening. The company was organised by Mr Oscar Gill, a gentleman who has played leading parts in most of the important towns of the colony, and who has been successful in securing the support of such sterling actors as Mr Joe Sayle, Mr C. Marlton and others. The ladies of the company are Miss Lizzie Lawrence, Miss Gertrude Dale, and Miss F. Misha, all favourably known to the colonial stage. bbox=[674, 330, 852, 411]
